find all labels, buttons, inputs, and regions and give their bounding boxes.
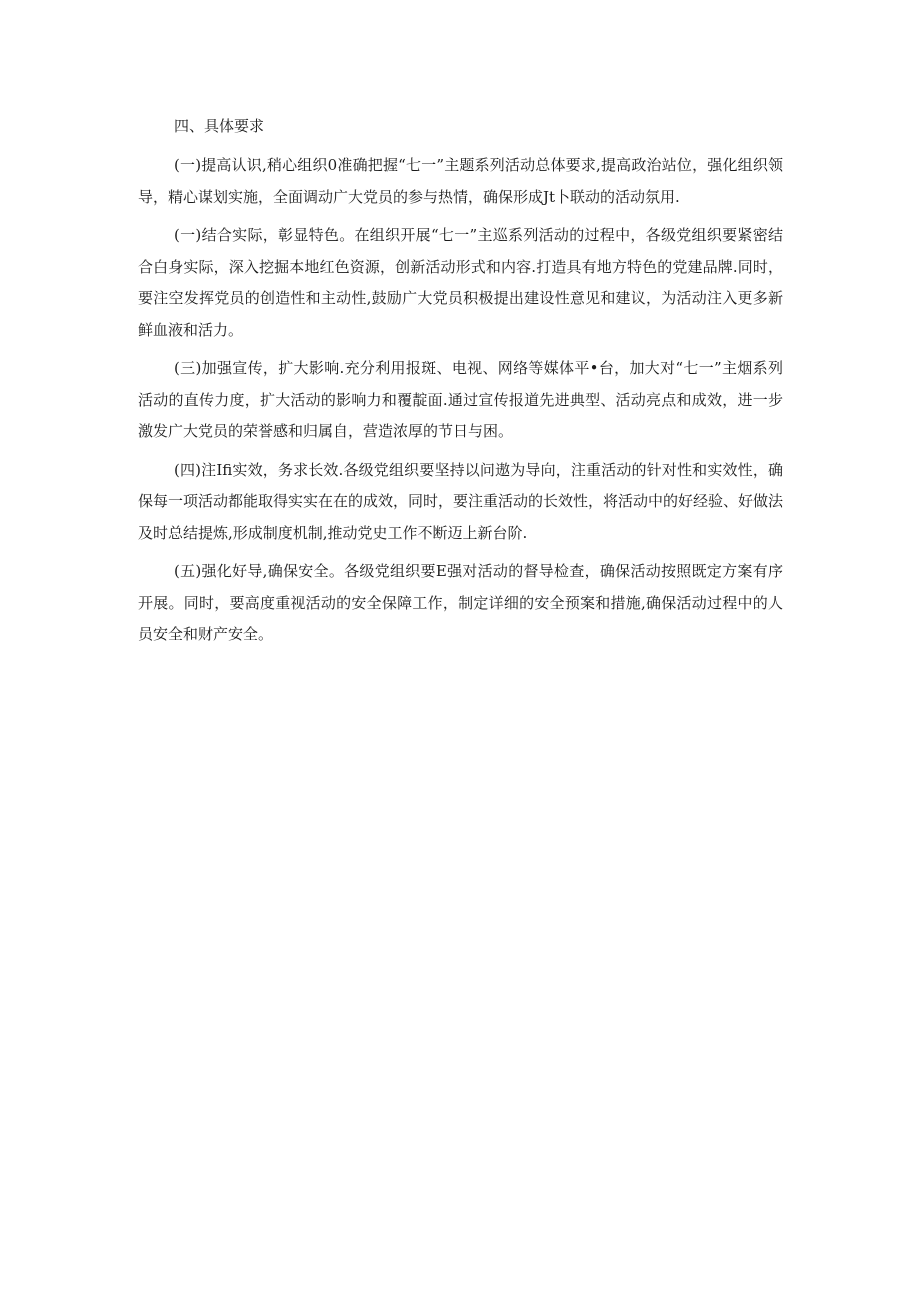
paragraph-5: (五)强化好导,确保安全。各级党组织要E强对活动的督导检查，确保活动按照既定方案有序开展。同时，要高度重视活动的安全保障工作，制定详细的安全预案和措施,确保活动过程中的人员安全和财产安全。 xyxy=(138,562,783,643)
document-body xyxy=(138,111,783,658)
paragraph-3: (三)加强宣传，扩大影响.充分利用报斑、电视、网络等媒体平•台，加大对“七一”主烟系列活动的直传力度，扩大活动的影响力和覆靛面.通过宣传报道先进典型、活动亮点和成效，进一步激发广大党员的荣誉感和归属自，营造浓厚的节日与困。 xyxy=(138,359,783,440)
paragraph-1: (一)提高认识,稍心组织0准确把握“七一”主题系列活动总体要求,提高政治站位，强化组织领导，精心谋划实施，全面调动广大党员的参与热情，确保形成Jt卜联动的活动氛用. xyxy=(138,156,783,206)
paragraph-4: (四)注Ifi实效，务求长效.各级党组织要坚持以问遨为导向，注重活动的针对性和实效性，确保每一项活动都能取得实实在在的成效，同时，要注重活动的长效性，将活动中的好经验、好做法及时总结提炼,形成制度机制,推动党史工作不断迈上新台阶. xyxy=(138,460,784,542)
section-heading: 四、具体要求 xyxy=(174,117,265,135)
paragraph-2: (一)结合实际，彰显特色。在组织开展“七一”主巡系列活动的过程中，各级党组织要紧密结合白身实际，深入挖掘本地红色资源，创新活动形式和内容.打造具有地方特色的党建品牌.同时，要注空发挥党员的创造性和主动性,鼓励广大党员积极提出建设性意见和建议，为活动注入更多新鲜血液和活力。 xyxy=(138,226,783,339)
